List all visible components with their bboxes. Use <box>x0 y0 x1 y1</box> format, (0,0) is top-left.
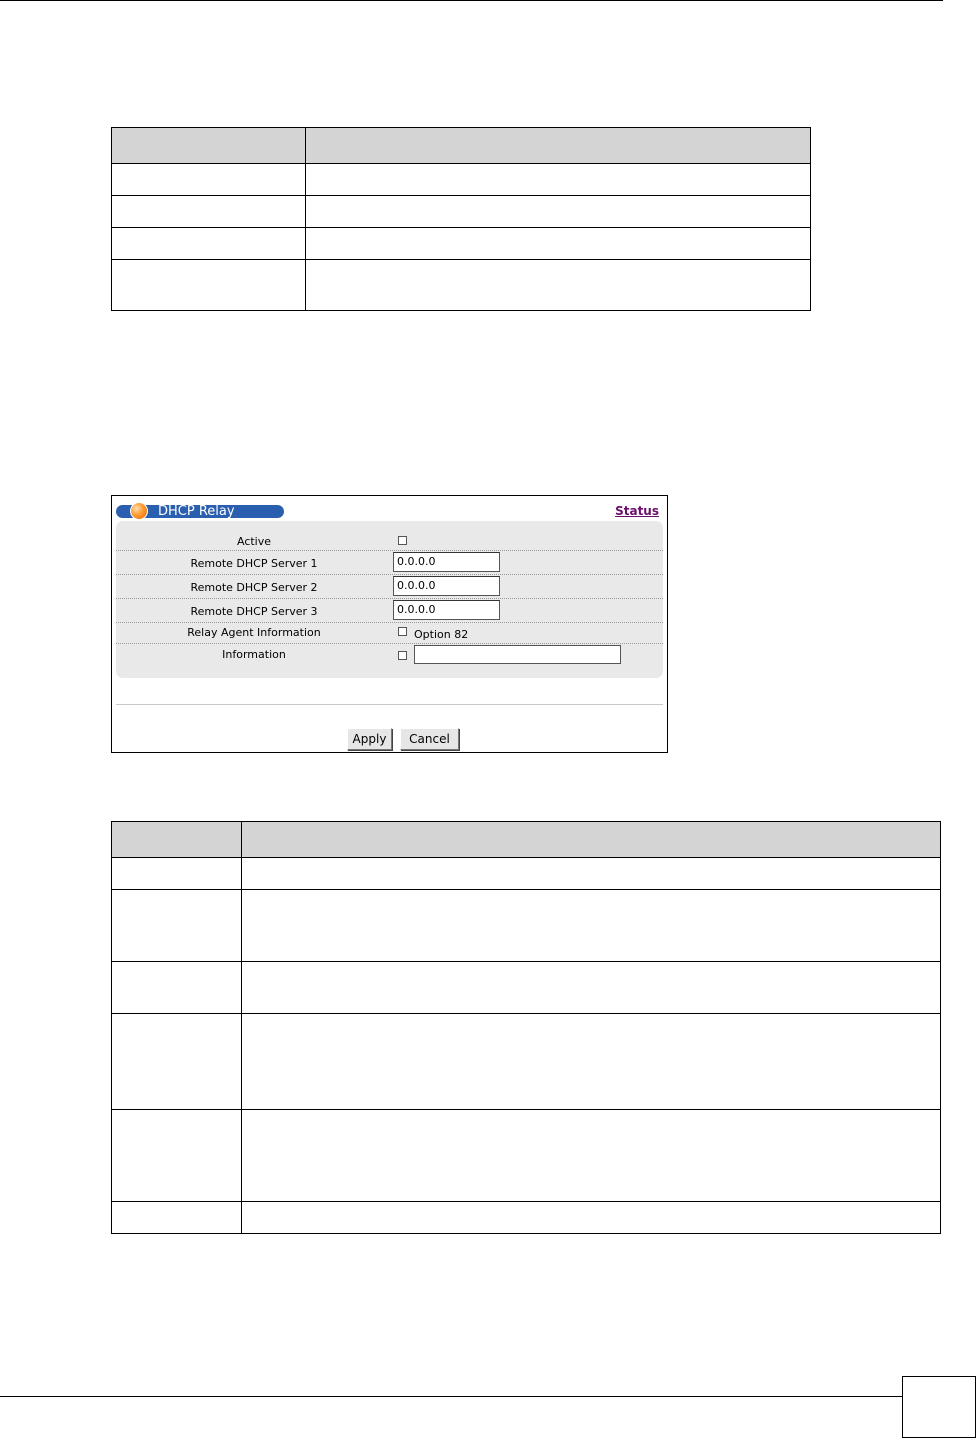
table-header-row <box>112 128 811 164</box>
table-row <box>112 1110 941 1202</box>
header-cell-description <box>242 822 941 858</box>
server1-label: Remote DHCP Server 1 <box>190 557 318 570</box>
divider <box>116 704 663 705</box>
table-header-row <box>112 822 941 858</box>
header-cell-label <box>112 128 306 164</box>
table-row <box>112 962 941 1014</box>
header-rule <box>0 0 943 1</box>
server3-label: Remote DHCP Server 3 <box>190 605 318 618</box>
orb-icon <box>130 502 148 520</box>
table-row <box>112 164 811 196</box>
table-row <box>112 228 811 260</box>
information-input[interactable] <box>414 645 621 664</box>
server1-input[interactable]: 0.0.0.0 <box>393 552 500 572</box>
row-information <box>116 643 663 667</box>
table-row <box>112 196 811 228</box>
header-cell-description <box>306 128 811 164</box>
option82-checkbox[interactable] <box>398 627 407 636</box>
server3-input[interactable]: 0.0.0.0 <box>393 600 500 620</box>
table-row <box>112 890 941 962</box>
active-label: Active <box>236 535 272 548</box>
status-link[interactable]: Status <box>615 504 659 518</box>
footer-rule <box>0 1396 902 1397</box>
relay-agent-label: Relay Agent Information <box>187 626 321 639</box>
active-checkbox[interactable] <box>398 536 407 545</box>
upper-field-table <box>111 127 811 311</box>
dhcp-relay-screen <box>111 495 668 753</box>
table-row <box>112 260 811 311</box>
screen-title: DHCP Relay <box>158 504 235 519</box>
information-label: Information <box>222 648 286 661</box>
server2-label: Remote DHCP Server 2 <box>190 581 318 594</box>
header-cell-label <box>112 822 242 858</box>
option82-label: Option 82 <box>414 628 469 641</box>
row-server-2 <box>116 574 663 599</box>
cancel-button[interactable]: Cancel <box>400 728 459 750</box>
table-row <box>112 858 941 890</box>
row-server-1 <box>116 550 663 575</box>
table-row <box>112 1202 941 1234</box>
row-server-3 <box>116 598 663 623</box>
row-active <box>116 529 663 551</box>
table-row <box>112 1014 941 1110</box>
page-number-box <box>902 1376 976 1438</box>
row-relay-agent <box>116 622 663 644</box>
apply-button[interactable]: Apply <box>347 728 392 750</box>
lower-field-table <box>111 821 941 1234</box>
information-checkbox[interactable] <box>398 651 407 660</box>
server2-input[interactable]: 0.0.0.0 <box>393 576 500 596</box>
